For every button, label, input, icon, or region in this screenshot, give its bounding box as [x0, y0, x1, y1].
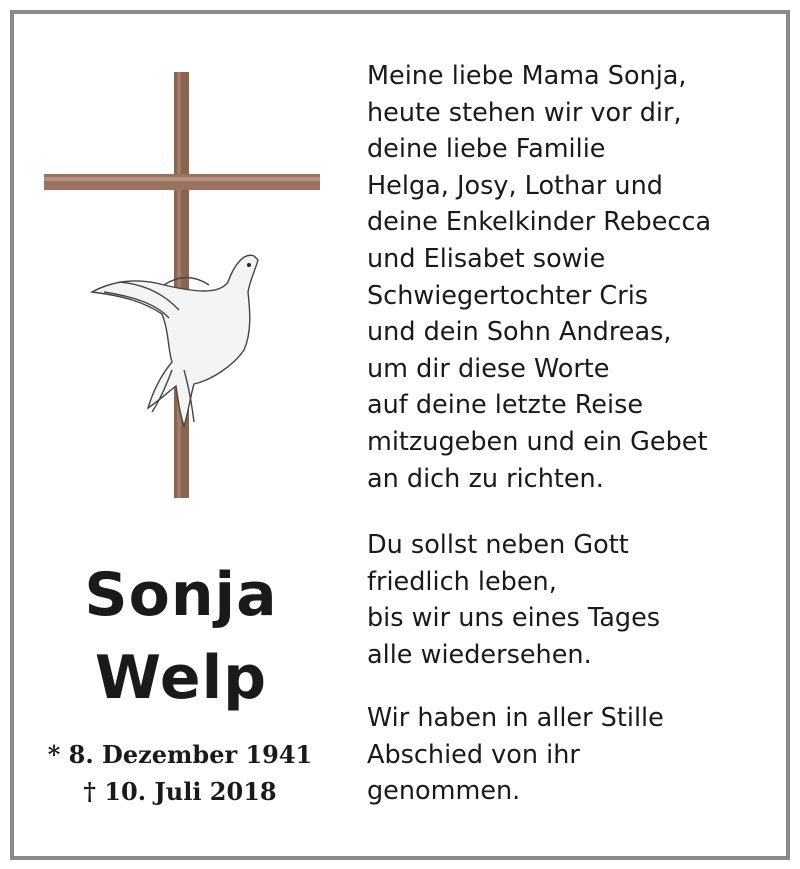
verse-paragraph-3 [367, 700, 767, 810]
cross-and-dove-emblem [44, 70, 320, 500]
verse-line: und Elisabet sowie [367, 243, 606, 274]
verse-paragraph-1 [367, 58, 767, 497]
verse-line: Meine liebe Mama Sonja, [367, 61, 687, 91]
verse-line: Du sollst neben Gott [367, 530, 629, 560]
verse-line: Abschied von ihr [367, 739, 580, 770]
cross-icon [44, 72, 320, 498]
verse-line: bis wir uns eines Tages [367, 603, 661, 634]
verse-line: Helga, Josy, Lothar und [367, 170, 663, 201]
deceased-last-name: Welp [94, 643, 268, 713]
birth-date: * 8. Dezember 1941 [47, 740, 313, 769]
verse-line: und dein Sohn Andreas, [367, 317, 672, 348]
verse-line: Wir haben in aller Stille [367, 703, 664, 733]
verse-line: heute stehen wir vor dir, [367, 97, 682, 128]
verse-line: deine Enkelkinder Rebecca [367, 207, 712, 238]
verse-line: an dich zu richten. [367, 463, 604, 494]
verse-line: Schwiegertochter Cris [367, 280, 649, 311]
deceased-first-name: Sonja [84, 560, 278, 630]
verse-line: deine liebe Familie [367, 134, 606, 165]
verse-line: um dir diese Worte [367, 353, 610, 384]
verse-paragraph-2 [367, 527, 767, 673]
death-date: † 10. Juli 2018 [83, 777, 277, 806]
verse-line: auf deine letzte Reise [367, 390, 644, 421]
verse-line: friedlich leben, [367, 566, 557, 597]
verse-line: mitzugeben und ein Gebet [367, 426, 708, 457]
verse-line: genommen. [367, 776, 521, 807]
verse-line: alle wiedersehen. [367, 639, 592, 670]
